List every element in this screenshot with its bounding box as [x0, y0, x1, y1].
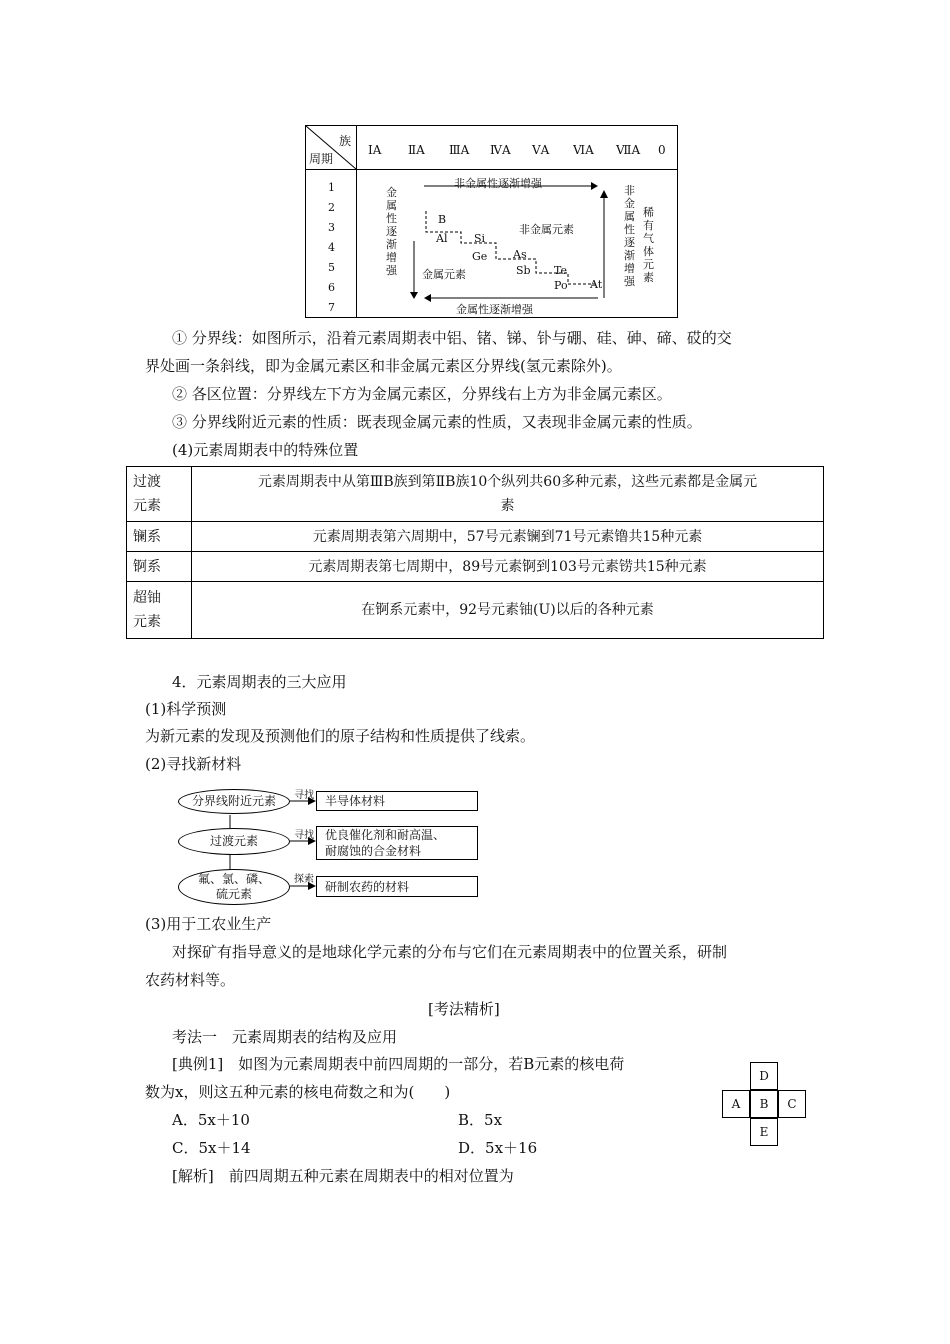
flow-node-nonmetals: 氟、氯、磷、 硫元素	[178, 869, 290, 905]
period-label: 7	[328, 301, 335, 314]
group-label: ⅤA	[532, 143, 550, 157]
period-header: 周期	[309, 152, 334, 166]
paragraph: 为新元素的发现及预测他们的原子结构和性质提供了线索。	[145, 727, 536, 745]
group-header: 族	[339, 134, 352, 148]
metal-area-label: 金属元素	[422, 268, 466, 281]
periodic-table-diagram	[305, 125, 678, 318]
element-symbol: Ge	[472, 250, 488, 263]
period-label: 5	[328, 261, 335, 274]
question-text: 数为x，则这五种元素的核电荷数之和为( )	[145, 1083, 451, 1101]
grid-cell-a: A	[722, 1090, 750, 1118]
flow-node-boundary: 分界线附近元素	[178, 789, 290, 814]
row-value: 在锕系元素中，92号元素铀(U)以后的各种元素	[192, 582, 824, 639]
period-label: 6	[328, 281, 335, 294]
paragraph: 农药材料等。	[145, 971, 236, 989]
element-symbol: Sb	[516, 264, 531, 277]
element-symbol: Po	[554, 279, 568, 292]
table-row	[127, 582, 824, 639]
group-label: ⅣA	[490, 143, 511, 157]
section-title: [考法精析]	[428, 1000, 500, 1018]
analysis-text: [解析] 前四周期五种元素在周期表中的相对位置为	[172, 1167, 514, 1185]
left-vertical-label: 金属性逐渐增强	[386, 186, 397, 277]
period-label: 2	[328, 201, 335, 214]
element-symbol: Si	[474, 232, 486, 245]
noble-gas-label: 稀有气体元素	[643, 206, 654, 284]
option-b: B．5x	[458, 1111, 503, 1129]
subheading: (3)用于工农业生产	[145, 915, 272, 933]
grid-cell-b: B	[750, 1090, 778, 1118]
question-text: [典例1] 如图为元素周期表中前四周期的一部分，若B元素的核电荷	[172, 1055, 625, 1073]
group-label: ⅢA	[449, 143, 470, 157]
option-c: C．5x＋14	[172, 1139, 251, 1157]
table-row	[127, 552, 824, 582]
subheading: (2)寻找新材料	[145, 755, 242, 773]
group-label: ⅡA	[408, 143, 425, 157]
table-row	[127, 522, 824, 552]
period-label: 3	[328, 221, 335, 234]
paragraph: 对探矿有指导意义的是地球化学元素的分布与它们在元素周期表中的位置关系，研制	[172, 943, 728, 961]
flow-result-pesticide: 研制农药的材料	[316, 876, 478, 897]
group-label: ⅥA	[573, 143, 594, 157]
option-d: D．5x＋16	[458, 1139, 538, 1157]
top-arrow-label: 非金属性逐渐增强	[454, 177, 542, 190]
group-label: 0	[658, 143, 666, 157]
element-symbol: As	[513, 248, 527, 261]
element-symbol: Te	[554, 264, 567, 277]
bottom-arrow-label: 金属性逐渐增强	[456, 303, 533, 316]
group-label: ⅠA	[368, 143, 382, 157]
group-label: ⅦA	[616, 143, 641, 157]
grid-cell-d: D	[750, 1062, 778, 1090]
paragraph: 界处画一条斜线，即为金属元素区和非金属元素区分界线(氢元素除外)。	[145, 357, 622, 375]
row-label: 锕系	[127, 552, 192, 582]
element-symbol: Al	[436, 232, 448, 245]
flow-arrow-label: 寻找	[294, 790, 314, 801]
flow-arrow-label: 探索	[294, 874, 314, 885]
subheading: (1)科学预测	[145, 700, 227, 718]
section-heading: 4．元素周期表的三大应用	[172, 673, 347, 691]
row-value: 元素周期表第七周期中，89号元素锕到103号元素铹共15种元素	[192, 552, 824, 582]
flow-result-semiconductor: 半导体材料	[316, 791, 478, 811]
grid-cell-c: C	[778, 1090, 806, 1118]
subheading: 考法一 元素周期表的结构及应用	[172, 1028, 398, 1046]
special-positions-table	[126, 466, 824, 639]
row-value: 元素周期表第六周期中，57号元素镧到71号元素镥共15种元素	[192, 522, 824, 552]
period-label: 4	[328, 241, 335, 254]
right-vertical-label: 非金属性逐渐增强	[624, 184, 635, 288]
nonmetal-area-label: 非金属元素	[519, 223, 574, 236]
paragraph: ① 分界线：如图所示，沿着元素周期表中铝、锗、锑、钋与硼、硅、砷、碲、砹的交	[172, 329, 732, 347]
flow-node-transition: 过渡元素	[178, 828, 290, 855]
table-row	[127, 467, 824, 522]
subheading: (4)元素周期表中的特殊位置	[172, 441, 359, 459]
flow-result-alloy: 优良催化剂和耐高温、 耐腐蚀的合金材料	[316, 826, 478, 860]
row-label: 超铀 元素	[127, 582, 192, 639]
element-symbol: B	[438, 213, 447, 226]
option-a: A．5x＋10	[172, 1111, 250, 1129]
paragraph: ② 各区位置：分界线左下方为金属元素区，分界线右上方为非金属元素区。	[172, 385, 672, 403]
period-label: 1	[328, 181, 335, 194]
paragraph: ③ 分界线附近元素的性质：既表现金属元素的性质，又表现非金属元素的性质。	[172, 413, 702, 431]
flow-arrow-label: 寻找	[294, 830, 314, 841]
row-label: 镧系	[127, 522, 192, 552]
row-value: 元素周期表中从第ⅢB族到第ⅡB族10个纵列共60多种元素，这些元素都是金属元 素	[192, 467, 824, 522]
element-symbol: At	[590, 278, 603, 291]
row-label: 过渡 元素	[127, 467, 192, 522]
grid-cell-e: E	[750, 1118, 778, 1146]
